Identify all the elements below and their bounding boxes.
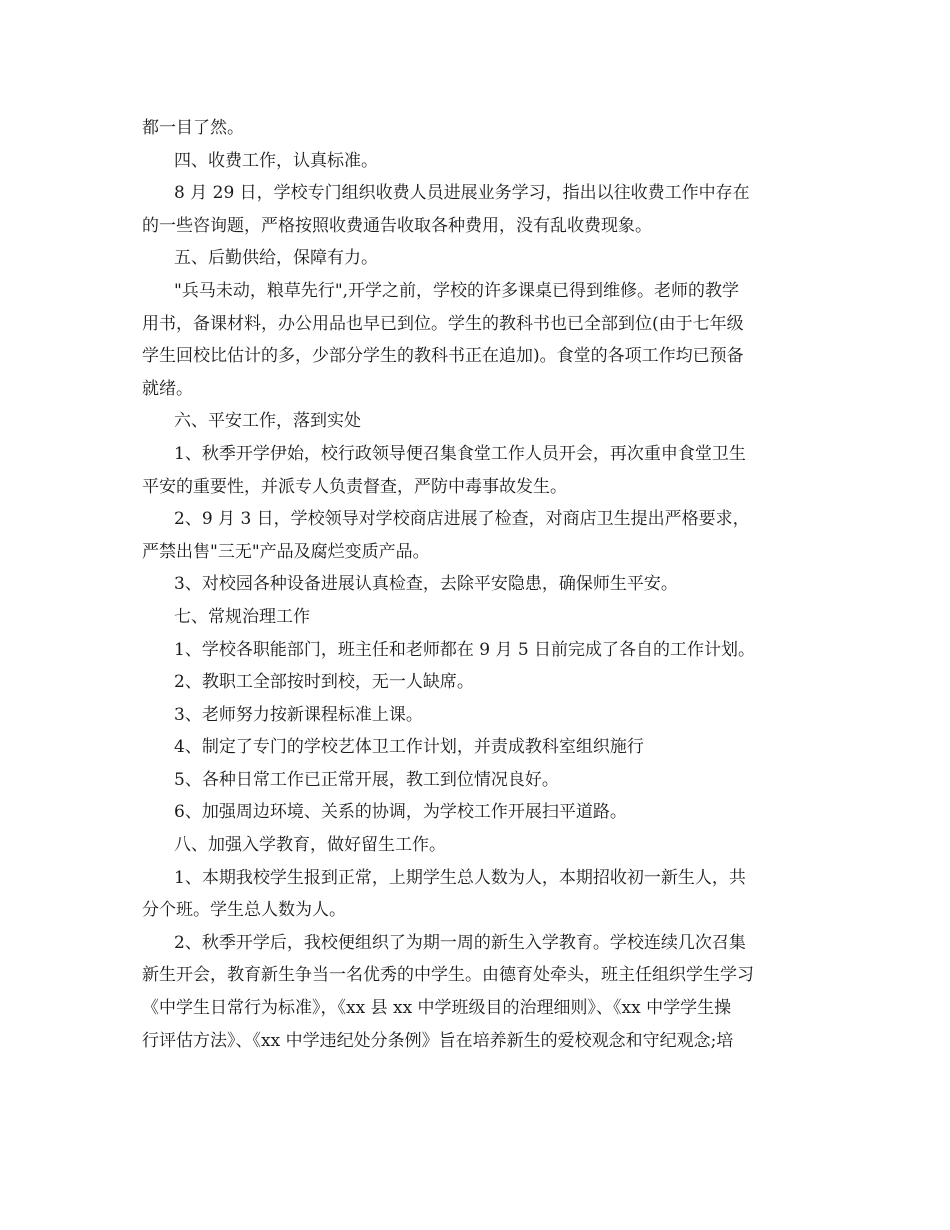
paragraph-line: 1、本期我校学生报到正常，上期学生总人数为人，本期招收初一新生人，共 xyxy=(174,867,746,888)
paragraph-line: 2、秋季开学后，我校便组织了为期一周的新生入学教育。学校连续几次召集 xyxy=(174,932,746,953)
list-item: 5、各种日常工作已正常开展，教工到位情况良好。 xyxy=(174,769,559,790)
paragraph-line: 就绪。 xyxy=(142,378,193,399)
list-item: 4、制定了专门的学校艺体卫工作计划，并责成教科室组织施行 xyxy=(174,737,644,758)
paragraph-line: 用书，备课材料，办公用品也早已到位。学生的教科书也已全部到位(由于七年级 xyxy=(142,313,744,334)
section-heading: 五、后勤供给，保障有力。 xyxy=(174,248,378,269)
paragraph-line: "兵马未动，粮草先行",开学之前，学校的许多课桌已得到维修。老师的教学 xyxy=(174,280,740,301)
paragraph-line: 《中学生日常行为标准》，《xx 县 xx 中学班级目的治理细则》、《xx 中学学生操 xyxy=(142,998,732,1019)
paragraph-line: 新生开会，教育新生争当一名优秀的中学生。由德育处牵头，班主任组织学生学习 xyxy=(142,965,754,986)
section-heading: 四、收费工作，认真标准。 xyxy=(174,150,378,171)
document-body xyxy=(142,112,812,1057)
section-heading: 七、常规治理工作 xyxy=(174,606,310,627)
paragraph-line: 的一些咨询题，严格按照收费通告收取各种费用，没有乱收费现象。 xyxy=(142,215,652,236)
paragraph-line: 2、9 月 3 日，学校领导对学校商店进展了检查，对商店卫生提出严格要求， xyxy=(174,509,750,530)
section-heading: 六、平安工作，落到实处 xyxy=(174,411,361,432)
paragraph-line: 都一目了然。 xyxy=(142,118,244,138)
paragraph-line: 行评估方法》、《xx 中学违纪处分条例》旨在培养新生的爱校观念和守纪观念;培 xyxy=(142,1030,734,1051)
paragraph-line: 严禁出售"三无"产品及腐烂变质产品。 xyxy=(142,541,430,562)
list-item: 2、教职工全部按时到校，无一人缺席。 xyxy=(174,672,474,693)
paragraph-line: 1、秋季开学伊始，校行政领导便召集食堂工作人员开会，再次重申食堂卫生 xyxy=(174,443,746,464)
paragraph-line: 8 月 29 日，学校专门组织收费人员进展业务学习，指出以往收费工作中存在 xyxy=(174,183,750,204)
list-item: 1、学校各职能部门，班主任和老师都在 9 月 5 日前完成了各自的工作计划。 xyxy=(174,639,756,660)
section-heading: 八、加强入学教育，做好留生工作。 xyxy=(174,835,446,856)
paragraph-line: 分个班。学生总人数为人。 xyxy=(142,900,346,921)
list-item: 6、加强周边环境、关系的协调，为学校工作开展扫平道路。 xyxy=(174,802,627,823)
paragraph-line: 3、对校园各种设备进展认真检查，去除平安隐患，确保师生平安。 xyxy=(174,574,678,595)
paragraph-line: 平安的重要性，并派专人负责督查，严防中毒事故发生。 xyxy=(142,476,567,497)
paragraph-line: 学生回校比估计的多，少部分学生的教科书正在追加)。食堂的各项工作均已预备 xyxy=(142,346,744,367)
list-item: 3、老师努力按新课程标准上课。 xyxy=(174,704,423,725)
